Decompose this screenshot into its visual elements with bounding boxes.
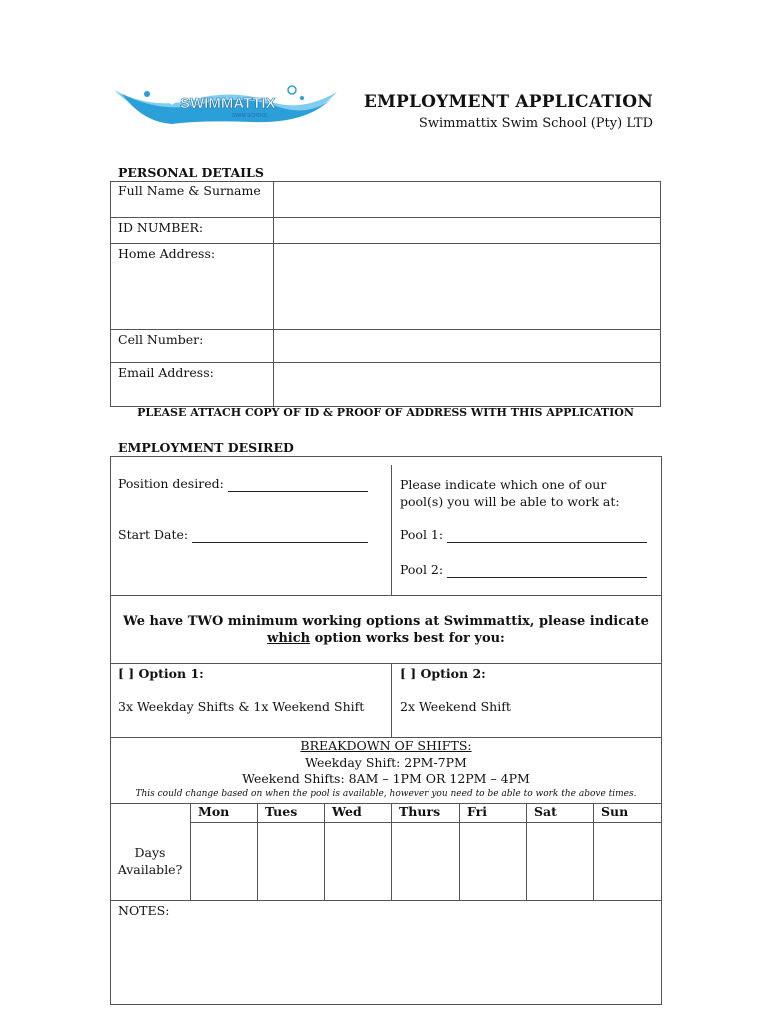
availability-table (110, 803, 662, 901)
day-tues: Tues (265, 804, 298, 819)
working-options-line-1: We have TWO minimum working options at Swimmattix, please indicate (123, 614, 649, 629)
column-divider (391, 663, 392, 737)
start-date-label: Start Date: (118, 527, 189, 542)
pool-1-field[interactable] (447, 527, 647, 543)
available-label: Available? (117, 862, 183, 878)
position-field[interactable] (228, 476, 368, 492)
position-label: Position desired: (118, 476, 224, 491)
full-name-field[interactable] (274, 182, 661, 218)
email-field[interactable] (274, 363, 661, 407)
shift-breakdown-heading: BREAKDOWN OF SHIFTS: (300, 738, 472, 753)
working-options-line-2: option works best for you: (310, 631, 505, 646)
option-2-checkbox[interactable]: [ ] Option 2: (400, 666, 486, 681)
avail-tues-cell[interactable] (258, 823, 325, 901)
notes-label: NOTES: (118, 903, 170, 918)
days-available-label (110, 844, 190, 878)
day-wed: Wed (332, 804, 362, 819)
weekend-shift: Weekend Shifts: 8AM – 1PM OR 12PM – 4PM (242, 771, 530, 786)
notes-field[interactable] (111, 917, 661, 1003)
divider (111, 595, 661, 596)
avail-mon-cell[interactable] (191, 823, 258, 901)
shift-breakdown (111, 738, 661, 788)
weekday-shift: Weekday Shift: 2PM-7PM (305, 754, 467, 770)
avail-fri-cell[interactable] (460, 823, 527, 901)
divider (111, 663, 661, 664)
option-1-description: 3x Weekday Shifts & 1x Weekend Shift (118, 699, 365, 714)
pool-2-field[interactable] (447, 562, 647, 578)
swimmattix-logo (112, 80, 342, 130)
option-2-description: 2x Weekend Shift (400, 699, 511, 714)
personal-details-heading: PERSONAL DETAILS (118, 165, 264, 180)
shift-note: This could change based on when the pool is available, however you need to be able to work the above times. (135, 789, 637, 799)
company-subtitle: Swimmattix Swim School (Pty) LTD (418, 116, 653, 131)
avail-sat-cell[interactable] (527, 823, 594, 901)
working-options-emphasis: which (267, 631, 311, 646)
avail-sun-cell[interactable] (594, 823, 663, 901)
logo-text: SWIMMATTIX (180, 95, 276, 112)
pool-prompt-line-1: Please indicate which one of our (400, 477, 607, 492)
employment-box (110, 456, 662, 1005)
start-date-field[interactable] (192, 527, 368, 543)
employment-desired-heading: EMPLOYMENT DESIRED (118, 440, 294, 455)
avail-wed-cell[interactable] (325, 823, 392, 901)
pool-prompt-line-2: pool(s) you will be able to work at: (400, 494, 620, 509)
day-thurs: Thurs (399, 804, 441, 819)
working-options-intro (111, 613, 661, 647)
day-sun: Sun (601, 804, 629, 819)
id-number-label: ID NUMBER: (118, 220, 204, 235)
logo-subtext: SWIM SCHOOL (232, 113, 269, 119)
column-divider (391, 465, 392, 595)
option-1-checkbox[interactable]: [ ] Option 1: (118, 666, 204, 681)
id-number-field[interactable] (274, 218, 661, 244)
day-fri: Fri (467, 804, 487, 819)
cell-number-field[interactable] (274, 330, 661, 363)
page-title: EMPLOYMENT APPLICATION (363, 92, 653, 112)
home-address-field[interactable] (274, 244, 661, 330)
pool-1-label: Pool 1: (400, 527, 444, 542)
home-address-label: Home Address: (118, 246, 216, 261)
attach-note: PLEASE ATTACH COPY OF ID & PROOF OF ADDRESS WITH THIS APPLICATION (137, 406, 634, 419)
day-mon: Mon (198, 804, 230, 819)
personal-details-table (110, 181, 661, 407)
day-sat: Sat (534, 804, 557, 819)
days-label: Days (134, 845, 166, 861)
pool-2-label: Pool 2: (400, 562, 444, 577)
avail-thurs-cell[interactable] (392, 823, 460, 901)
cell-number-label: Cell Number: (118, 332, 204, 347)
email-label: Email Address: (118, 365, 214, 380)
full-name-label: Full Name & Surname (118, 183, 261, 198)
